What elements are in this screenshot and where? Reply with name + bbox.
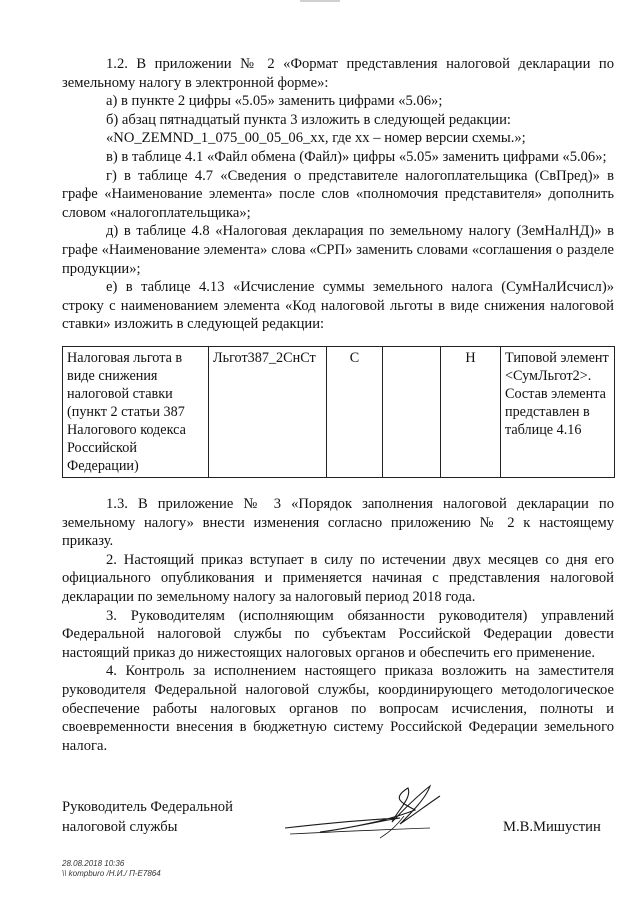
print-footer bbox=[62, 859, 161, 879]
paragraph-d: д) в таблице 4.8 «Налоговая декларация по земельному налогу (ЗемНалНД)» в графе «Наименование элемента» слова «СРП» заменить словами «соглашения о разделе продукции»; bbox=[62, 223, 614, 277]
paragraph-3: 3. Руководителям (исполняющим обязанности руководителя) управлений Федеральной налоговой службы по субъектам Российской Федерации довести настоящий приказ до нижестоящих налоговых органов и обеспечить его применение. bbox=[62, 607, 614, 661]
replacement-table bbox=[62, 346, 615, 478]
paragraph-1-2: 1.2. В приложении № 2 «Формат представления налоговой декларации по земельному налогу в электронной форме»: bbox=[62, 56, 614, 91]
paragraph-a: а) в пункте 2 цифры «5.05» заменить цифрами «5.06»; bbox=[106, 93, 443, 110]
paragraph-2: 2. Настоящий приказ вступает в силу по истечении двух месяцев со дня его официального опубликования и применяется начиная с представления налоговой декларации по земельному налогу за налоговый период 2018 года. bbox=[62, 551, 614, 605]
signatory-title bbox=[62, 797, 233, 837]
paragraph-1-3: 1.3. В приложение № 3 «Порядок заполнения налоговой декларации по земельному налогу» внести изменения согласно приложению № 2 к настоящему приказу. bbox=[62, 496, 614, 550]
table-row bbox=[63, 347, 615, 478]
paragraph-4: 4. Контроль за исполнением настоящего приказа возложить на заместителя руководителя Федеральной налоговой службы, координирующего методологическое обеспечение работы налоговых органов по вопросам исчисления, полноты и своевременности внесения в бюджетную систему Российской Федерации земельного налога. bbox=[62, 663, 614, 754]
paragraph-schema-name: «NO_ZEMND_1_075_00_05_06_xx, где xx – номер версии схемы.»; bbox=[106, 130, 526, 147]
page-edge-mark bbox=[300, 0, 340, 2]
cell-requirement: Н bbox=[441, 347, 501, 478]
signatory-title-line-1: Руководитель Федеральной bbox=[62, 799, 233, 815]
amendments-bottom bbox=[62, 495, 614, 755]
cell-tag: Льгот387_2СнСт bbox=[209, 347, 327, 478]
signatory-name: М.В.Мишустин bbox=[503, 819, 601, 835]
handwritten-signature bbox=[280, 780, 450, 850]
signatory-title-line-2: налоговой службы bbox=[62, 819, 178, 835]
paragraph-b: б) абзац пятнадцатый пункта 3 изложить в следующей редакции: bbox=[106, 111, 511, 128]
footer-timestamp: 28.08.2018 10:36 bbox=[62, 859, 125, 868]
paragraph-e: е) в таблице 4.13 «Исчисление суммы земельного налога (СумНалИсчисл)» строку с наименованием элемента «Код налоговой льготы в виде снижения налоговой ставки» изложить в следующей редакции: bbox=[62, 279, 614, 333]
paragraph-g: г) в таблице 4.7 «Сведения о представителе налогоплательщика (СвПред)» в графе «Наименование элемента» после слов «полномочия представителя» дополнить словом «налогоплательщика»; bbox=[62, 167, 614, 221]
cell-type: С bbox=[327, 347, 383, 478]
cell-format bbox=[383, 347, 441, 478]
cell-element-name: Налоговая льгота в виде снижения налоговой ставки (пункт 2 статьи 387 Налогового кодекса Российской Федерации) bbox=[63, 347, 209, 478]
footer-path: \\ kompburo /Н.И./ П-Е7864 bbox=[62, 869, 161, 878]
cell-additional-info: Типовой элемент <СумЛьгот2>. Состав элемента представлен в таблице 4.16 bbox=[501, 347, 615, 478]
paragraph-v: в) в таблице 4.1 «Файл обмена (Файл)» цифры «5.05» заменить цифрами «5.06»; bbox=[106, 148, 607, 165]
amendments-top bbox=[62, 55, 614, 334]
